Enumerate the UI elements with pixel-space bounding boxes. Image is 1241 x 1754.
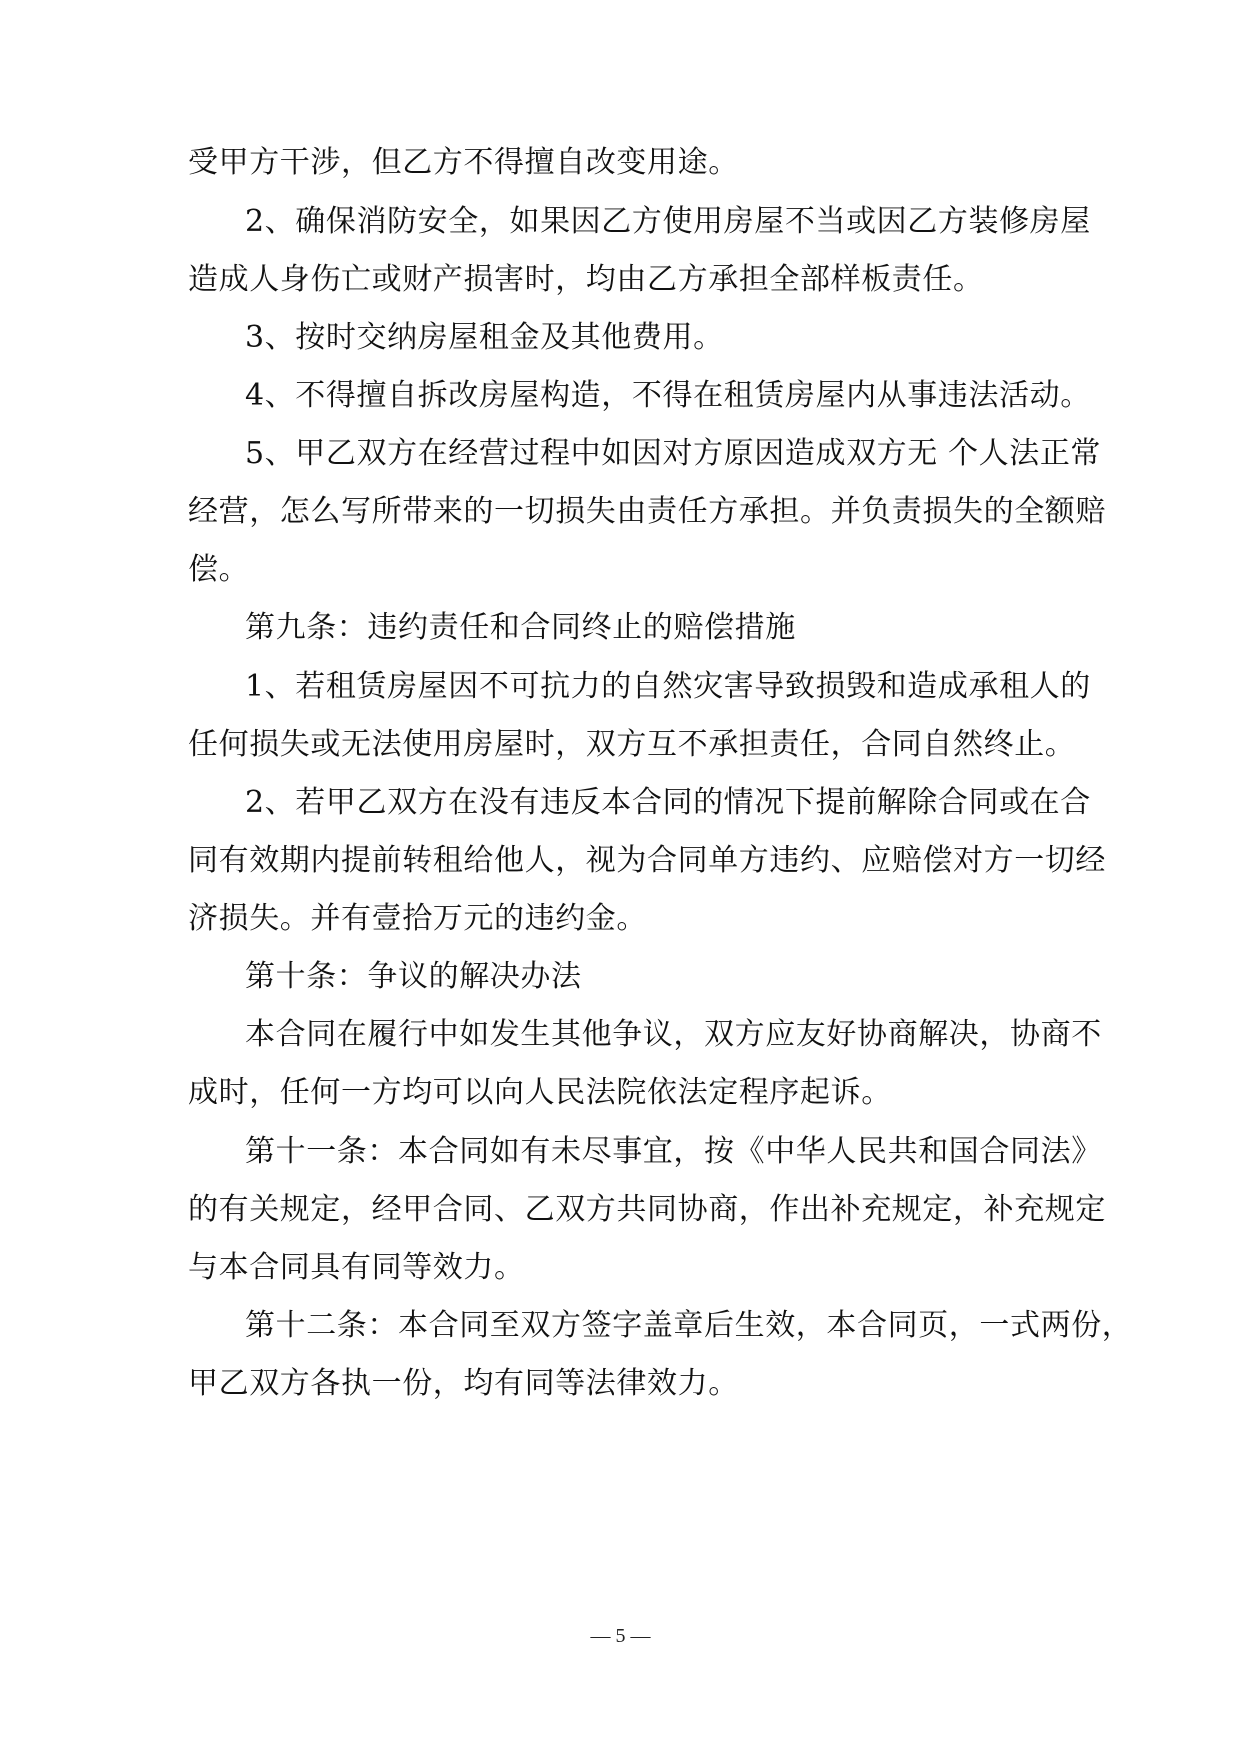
section-heading-9: 第九条：违约责任和合同终止的赔偿措施	[245, 610, 796, 645]
page-number: — 5 —	[590, 1625, 651, 1647]
text-line-14: 济损失。并有壹拾万元的违约金。	[188, 901, 647, 936]
text-line-22: 甲乙双方各执一份，均有同等法律效力。	[188, 1366, 739, 1401]
text-line-17: 成时，任何一方均可以向人民法院依法定程序起诉。	[188, 1075, 892, 1110]
text-line-3: 造成人身伤亡或财产损害时，均由乙方承担全部样板责任。	[188, 262, 984, 297]
text-line-16: 本合同在履行中如发生其他争议，双方应友好协商解决，协商不	[245, 1017, 1102, 1052]
text-line-11: 任何损失或无法使用房屋时，双方互不承担责任，合同自然终止。	[188, 727, 1076, 762]
text-line-20: 与本合同具有同等效力。	[188, 1250, 525, 1285]
text-line-8: 偿。	[188, 552, 250, 587]
section-heading-11: 第十一条：本合同如有未尽事宜，按《中华人民共和国合同法》	[245, 1134, 1102, 1169]
text-line-19: 的有关规定，经甲合同、乙双方共同协商，作出补充规定，补充规定	[188, 1192, 1106, 1227]
text-line-13: 同有效期内提前转租给他人，视为合同单方违约、应赔偿对方一切经	[188, 843, 1106, 878]
text-line-7: 经营，怎么写所带来的一切损失由责任方承担。并负责损失的全额赔	[188, 494, 1106, 529]
text-line-2: 2、确保消防安全，如果因乙方使用房屋不当或因乙方装修房屋	[245, 204, 1091, 239]
text-line-6: 5、甲乙双方在经营过程中如因对方原因造成双方无 个人法正常	[245, 436, 1102, 471]
section-heading-12: 第十二条：本合同至双方签字盖章后生效，本合同页，一式两份，	[245, 1308, 1133, 1343]
text-line-1: 受甲方干涉，但乙方不得擅自改变用途。	[188, 145, 739, 180]
text-line-5: 4、不得擅自拆改房屋构造，不得在租赁房屋内从事违法活动。	[245, 378, 1091, 413]
text-line-4: 3、按时交纳房屋租金及其他费用。	[245, 320, 724, 355]
text-line-12: 2、若甲乙双方在没有违反本合同的情况下提前解除合同或在合	[245, 785, 1091, 820]
text-line-10: 1、若租赁房屋因不可抗力的自然灾害导致损毁和造成承租人的	[245, 669, 1091, 704]
section-heading-10: 第十条：争议的解决办法	[245, 959, 582, 994]
